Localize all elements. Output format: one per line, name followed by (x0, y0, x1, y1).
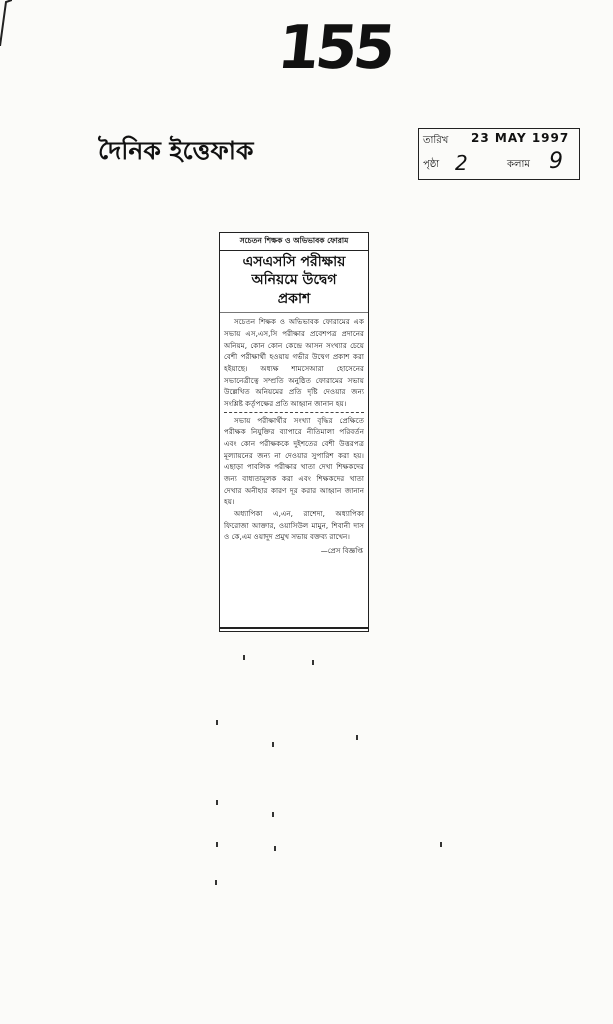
stamp-page-label: পৃষ্ঠা (423, 159, 440, 170)
stamp-page-value: 2 (455, 151, 468, 175)
scan-speck (272, 812, 274, 817)
scan-speck (216, 800, 218, 805)
headline-line: অনিয়মে উদ্বেগ (251, 272, 337, 289)
body-paragraph: সভায় পরীক্ষার্থীর সংখ্যা বৃদ্ধির প্রেক্ষিতে পরীক্ষক নিযুক্তির ব্যাপারে নীতিমালা পরিবর্তন এবং কোন পরীক্ষককে দুইশতের বেশী উত্তরপত্র মূল্যায়নের জন্য না দেওয়ার সুপারিশ করা হয়। এছাড়া পাবলিক পরীক্ষার খাতা দেখা শিক্ষকদের জন্য বাধ্যতামূলক করা এবং শিক্ষকদের খাতা দেখার অনীহার কারণ দূর করার আহ্বান জানান হয়। (224, 412, 364, 508)
clipping-body (220, 313, 368, 544)
date-stamp (418, 128, 580, 180)
scan-speck (356, 735, 358, 740)
news-clipping (219, 232, 369, 632)
scan-speck (243, 655, 245, 660)
stamp-column-value: 9 (549, 149, 563, 174)
stamp-date-value: 23 MAY 1997 (471, 131, 570, 145)
headline-line: এসএসসি পরীক্ষায় (242, 254, 346, 270)
scan-speck (274, 846, 276, 851)
scan-speck (312, 660, 314, 665)
body-paragraph: অধ্যাপিকা এ,এন, রাশেদা, অধ্যাপিকা ফিরোজা আক্তার, ওয়াসিউল মামুন, শিবানী দাস ও কে,এম ওয়াদুদ প্রমুখ সভায় বক্তব্য রাখেন। (224, 508, 364, 542)
clipping-kicker: সচেতন শিক্ষক ও অভিভাবক ফোরাম (220, 233, 368, 251)
scan-speck (272, 742, 274, 747)
scan-speck (215, 880, 217, 885)
clipping-bottom-rule (220, 627, 368, 629)
body-paragraph: সচেতন শিক্ষক ও অভিভাবক ফোরামের এক সভায় এস,এস,সি পরীক্ষার প্রবেশপত্র প্রদানের অনিয়ম, কোন কোন কেন্দ্রে আসন সংখ্যার চেয়ে বেশী পরীক্ষার্থী হওয়ায় গভীর উদ্বেগ প্রকাশ করা হইয়াছে। অধ্যক্ষ শামসেআরা হোসেনের সভানেত্রীত্বে সম্প্রতি অনুষ্ঠিত ফোরামের সভায় উল্লেখিত অনিয়মের প্রতি দৃষ্টি দেওয়ার জন্য সংশ্লিষ্ট কর্তৃপক্ষের প্রতি আহ্বান জানান হয়। (224, 317, 364, 408)
newspaper-name: দৈনিক ইত্তেফাক (98, 136, 254, 165)
scan-speck (216, 842, 218, 847)
stamp-column-label: কলাম (507, 159, 530, 170)
page-edge-mark (0, 0, 12, 46)
headline-line: প্রকাশ (277, 290, 311, 307)
stamp-date-label: তারিখ (423, 135, 449, 146)
clipping-headline (220, 251, 368, 313)
page-number: 155 (274, 13, 395, 83)
scan-speck (216, 720, 218, 725)
clipping-credit: —প্রেস বিজ্ঞপ্তি (320, 546, 363, 555)
scan-speck (440, 842, 442, 847)
